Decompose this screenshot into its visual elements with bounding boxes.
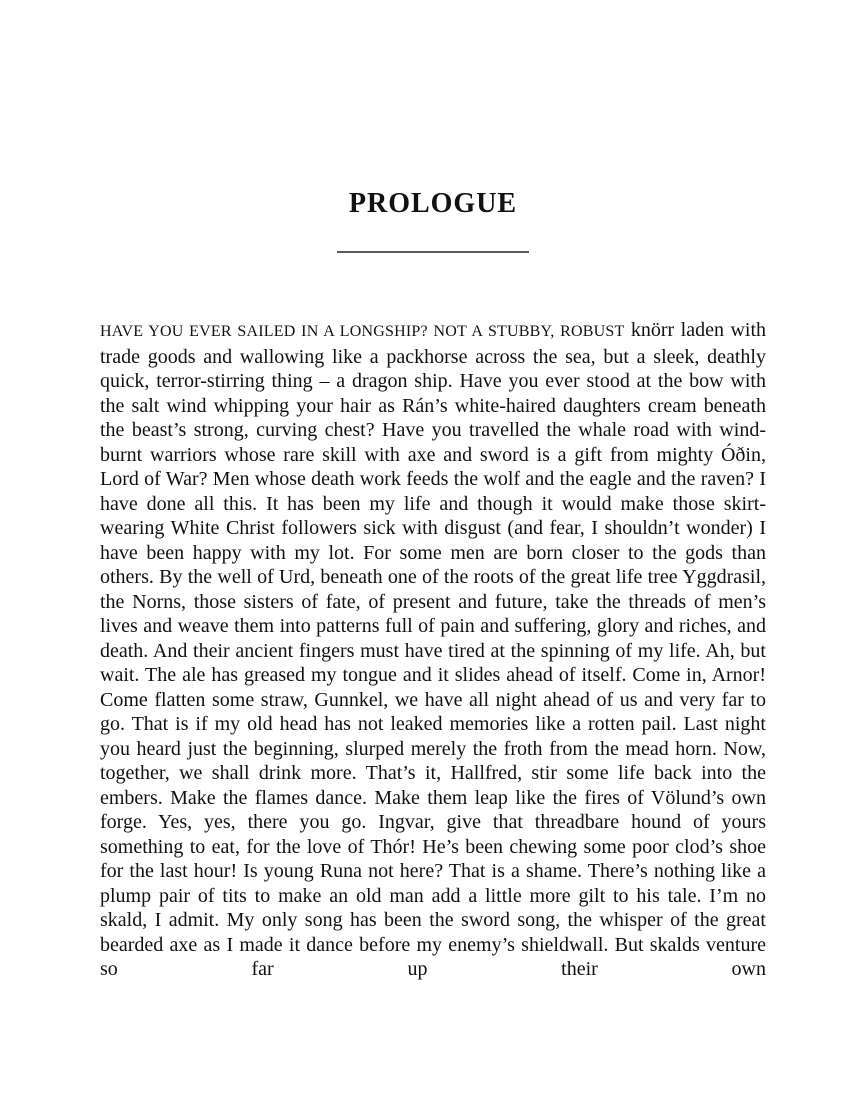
title-divider-rule (337, 251, 529, 253)
chapter-title: PROLOGUE (348, 188, 518, 219)
paragraph-leadin-smallcaps: HAVE YOU EVER SAILED IN A LONGSHIP? NOT A STUBBY, ROBUST (100, 323, 625, 340)
paragraph-body-text: knörr laden with trade goods and wallowing like a packhorse across the sea, but a sleek, deathly quick, terror-stirring thing – a dragon ship. Have you ever stood at the bow with the salt wind whipping your hair as Rán’s white-haired daughters cream beneath the beast’s strong, curving chest? Have you travelled the whale road with wind-burnt warriors whose rare skill with axe and sword is a gift from mighty Óðin, Lord of War? Men whose death work feeds the wolf and the eagle and the raven? I have done all this. It has been my life and though it would make those skirt-wearing White Christ followers sick with disgust (and fear, I shouldn’t wonder) I have been happy with my lot. For some men are born closer to the gods than others. By the well of Urd, beneath one of the roots of the great life tree Yggdrasil, the Norns, those sisters of fate, of present and future, take the threads of men’s lives and weave them into patterns full of pain and suffering, glory and riches, and death. And their ancient fingers must have tired at the spinning of my life. Ah, but wait. The ale has greased my tongue and it slides ahead of itself. Come in, Arnor! Come flatten some straw, Gunnkel, we have all night ahead of us and very far to go. That is if my old head has not leaked memories like a rotten pail. Last night you heard just the beginning, slurped merely the froth from the mead horn. Now, together, we shall drink more. That’s it, Hallfred, stir some life back into the embers. Make the flames dance. Make them leap like the fires of Völund’s own forge. Yes, yes, there you go. Ingvar, give that threadbare hound of yours something to eat, for the love of Thór! He’s been chewing some poor clod’s shoe for the last hour! Is young Runa not here? That is a shame. There’s nothing like a plump pair of tits to make an old man add a little more gilt to his tale. I’m no skald, I admit. My only song has been the sword song, the whisper of the great bearded axe as I made it dance before my enemy’s shieldwall. But skalds venture so far up their own (100, 319, 767, 980)
prologue-paragraph (100, 318, 766, 982)
